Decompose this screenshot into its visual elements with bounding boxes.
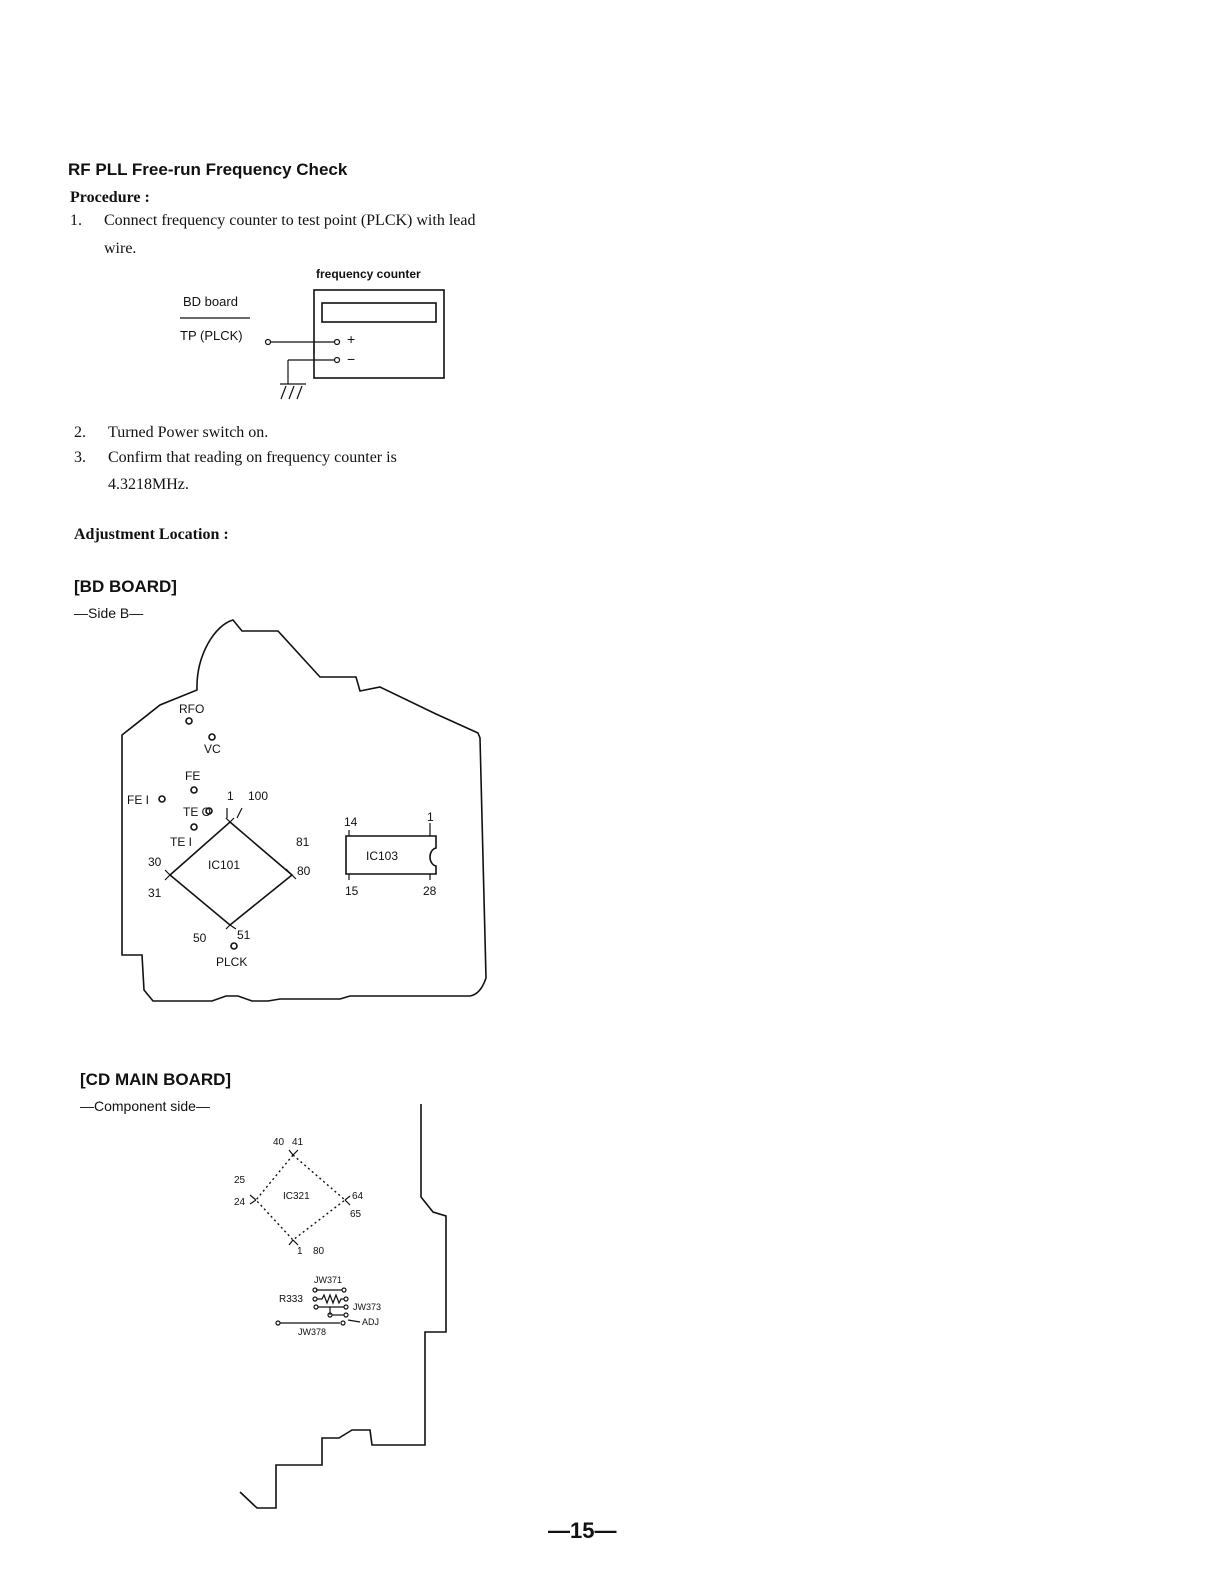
cd-main-board-title: [CD MAIN BOARD] bbox=[80, 1070, 232, 1089]
minus-terminal-label: − bbox=[347, 351, 356, 367]
ic101-pin-100: 100 bbox=[248, 789, 269, 803]
vc-label: VC bbox=[204, 742, 221, 756]
plus-terminal-label: + bbox=[347, 331, 356, 347]
fei-label: FE I bbox=[127, 793, 150, 807]
frequency-counter-label: frequency counter bbox=[316, 267, 421, 281]
ic101-pin-81: 81 bbox=[296, 835, 310, 849]
ic101-pin-51: 51 bbox=[237, 928, 251, 942]
ic103-pin-1: 1 bbox=[427, 810, 434, 824]
tp-plck-label: TP (PLCK) bbox=[180, 328, 243, 343]
rfo-label: RFO bbox=[179, 702, 205, 716]
ic321-label: IC321 bbox=[283, 1191, 310, 1202]
ic321-pin-80: 80 bbox=[313, 1246, 325, 1257]
adj-label: ADJ bbox=[362, 1317, 380, 1327]
jw371-label: JW371 bbox=[314, 1275, 343, 1285]
step-1-text: Connect frequency counter to test point (PLCK) with lead bbox=[104, 212, 476, 229]
ic101-pin-31: 31 bbox=[148, 886, 162, 900]
cd-main-board-side: —Component side— bbox=[80, 1098, 210, 1114]
teo-label: TE O bbox=[183, 805, 212, 819]
ic321-pin-40: 40 bbox=[273, 1137, 285, 1148]
jw378-label: JW378 bbox=[298, 1327, 327, 1337]
step-2-number: 2. bbox=[74, 424, 86, 441]
step-1-number: 1. bbox=[70, 212, 82, 229]
ic101-pin-1: 1 bbox=[227, 789, 234, 803]
ic101-label: IC101 bbox=[208, 858, 241, 872]
r333-label: R333 bbox=[279, 1294, 303, 1305]
ic321-pin-24: 24 bbox=[234, 1197, 246, 1208]
adjustment-location-label: Adjustment Location : bbox=[74, 526, 229, 543]
step-1-text-cont: wire. bbox=[104, 240, 137, 257]
step-3-number: 3. bbox=[74, 449, 86, 466]
plck-label: PLCK bbox=[216, 955, 248, 969]
ic103-label: IC103 bbox=[366, 849, 399, 863]
ic321-pin-41: 41 bbox=[292, 1137, 304, 1148]
ic321-pin-64: 64 bbox=[352, 1191, 364, 1202]
ic101-pin-80: 80 bbox=[297, 864, 311, 878]
page-number: —15— bbox=[548, 1518, 617, 1543]
jw373-label: JW373 bbox=[353, 1302, 382, 1312]
fe-label: FE bbox=[185, 769, 201, 783]
ic101-pin-50: 50 bbox=[193, 931, 207, 945]
bd-board-side: —Side B— bbox=[74, 605, 144, 621]
step-3-text: Confirm that reading on frequency counter is bbox=[108, 449, 397, 466]
procedure-label: Procedure : bbox=[70, 189, 150, 206]
ic321-pin-25: 25 bbox=[234, 1175, 246, 1186]
tei-label: TE I bbox=[170, 835, 193, 849]
ic101-pin-30: 30 bbox=[148, 855, 162, 869]
ic103-pin-15: 15 bbox=[345, 884, 359, 898]
bd-board-title: [BD BOARD] bbox=[74, 577, 177, 596]
section-title: RF PLL Free-run Frequency Check bbox=[68, 160, 348, 179]
ic321-pin-1: 1 bbox=[297, 1246, 303, 1257]
step-3-text-cont: 4.3218MHz. bbox=[108, 476, 189, 493]
ic103-pin-14: 14 bbox=[344, 815, 358, 829]
ic321-pin-65: 65 bbox=[350, 1209, 362, 1220]
ic103-pin-28: 28 bbox=[423, 884, 437, 898]
bd-board-label: BD board bbox=[183, 294, 238, 309]
step-2-text: Turned Power switch on. bbox=[108, 424, 269, 441]
